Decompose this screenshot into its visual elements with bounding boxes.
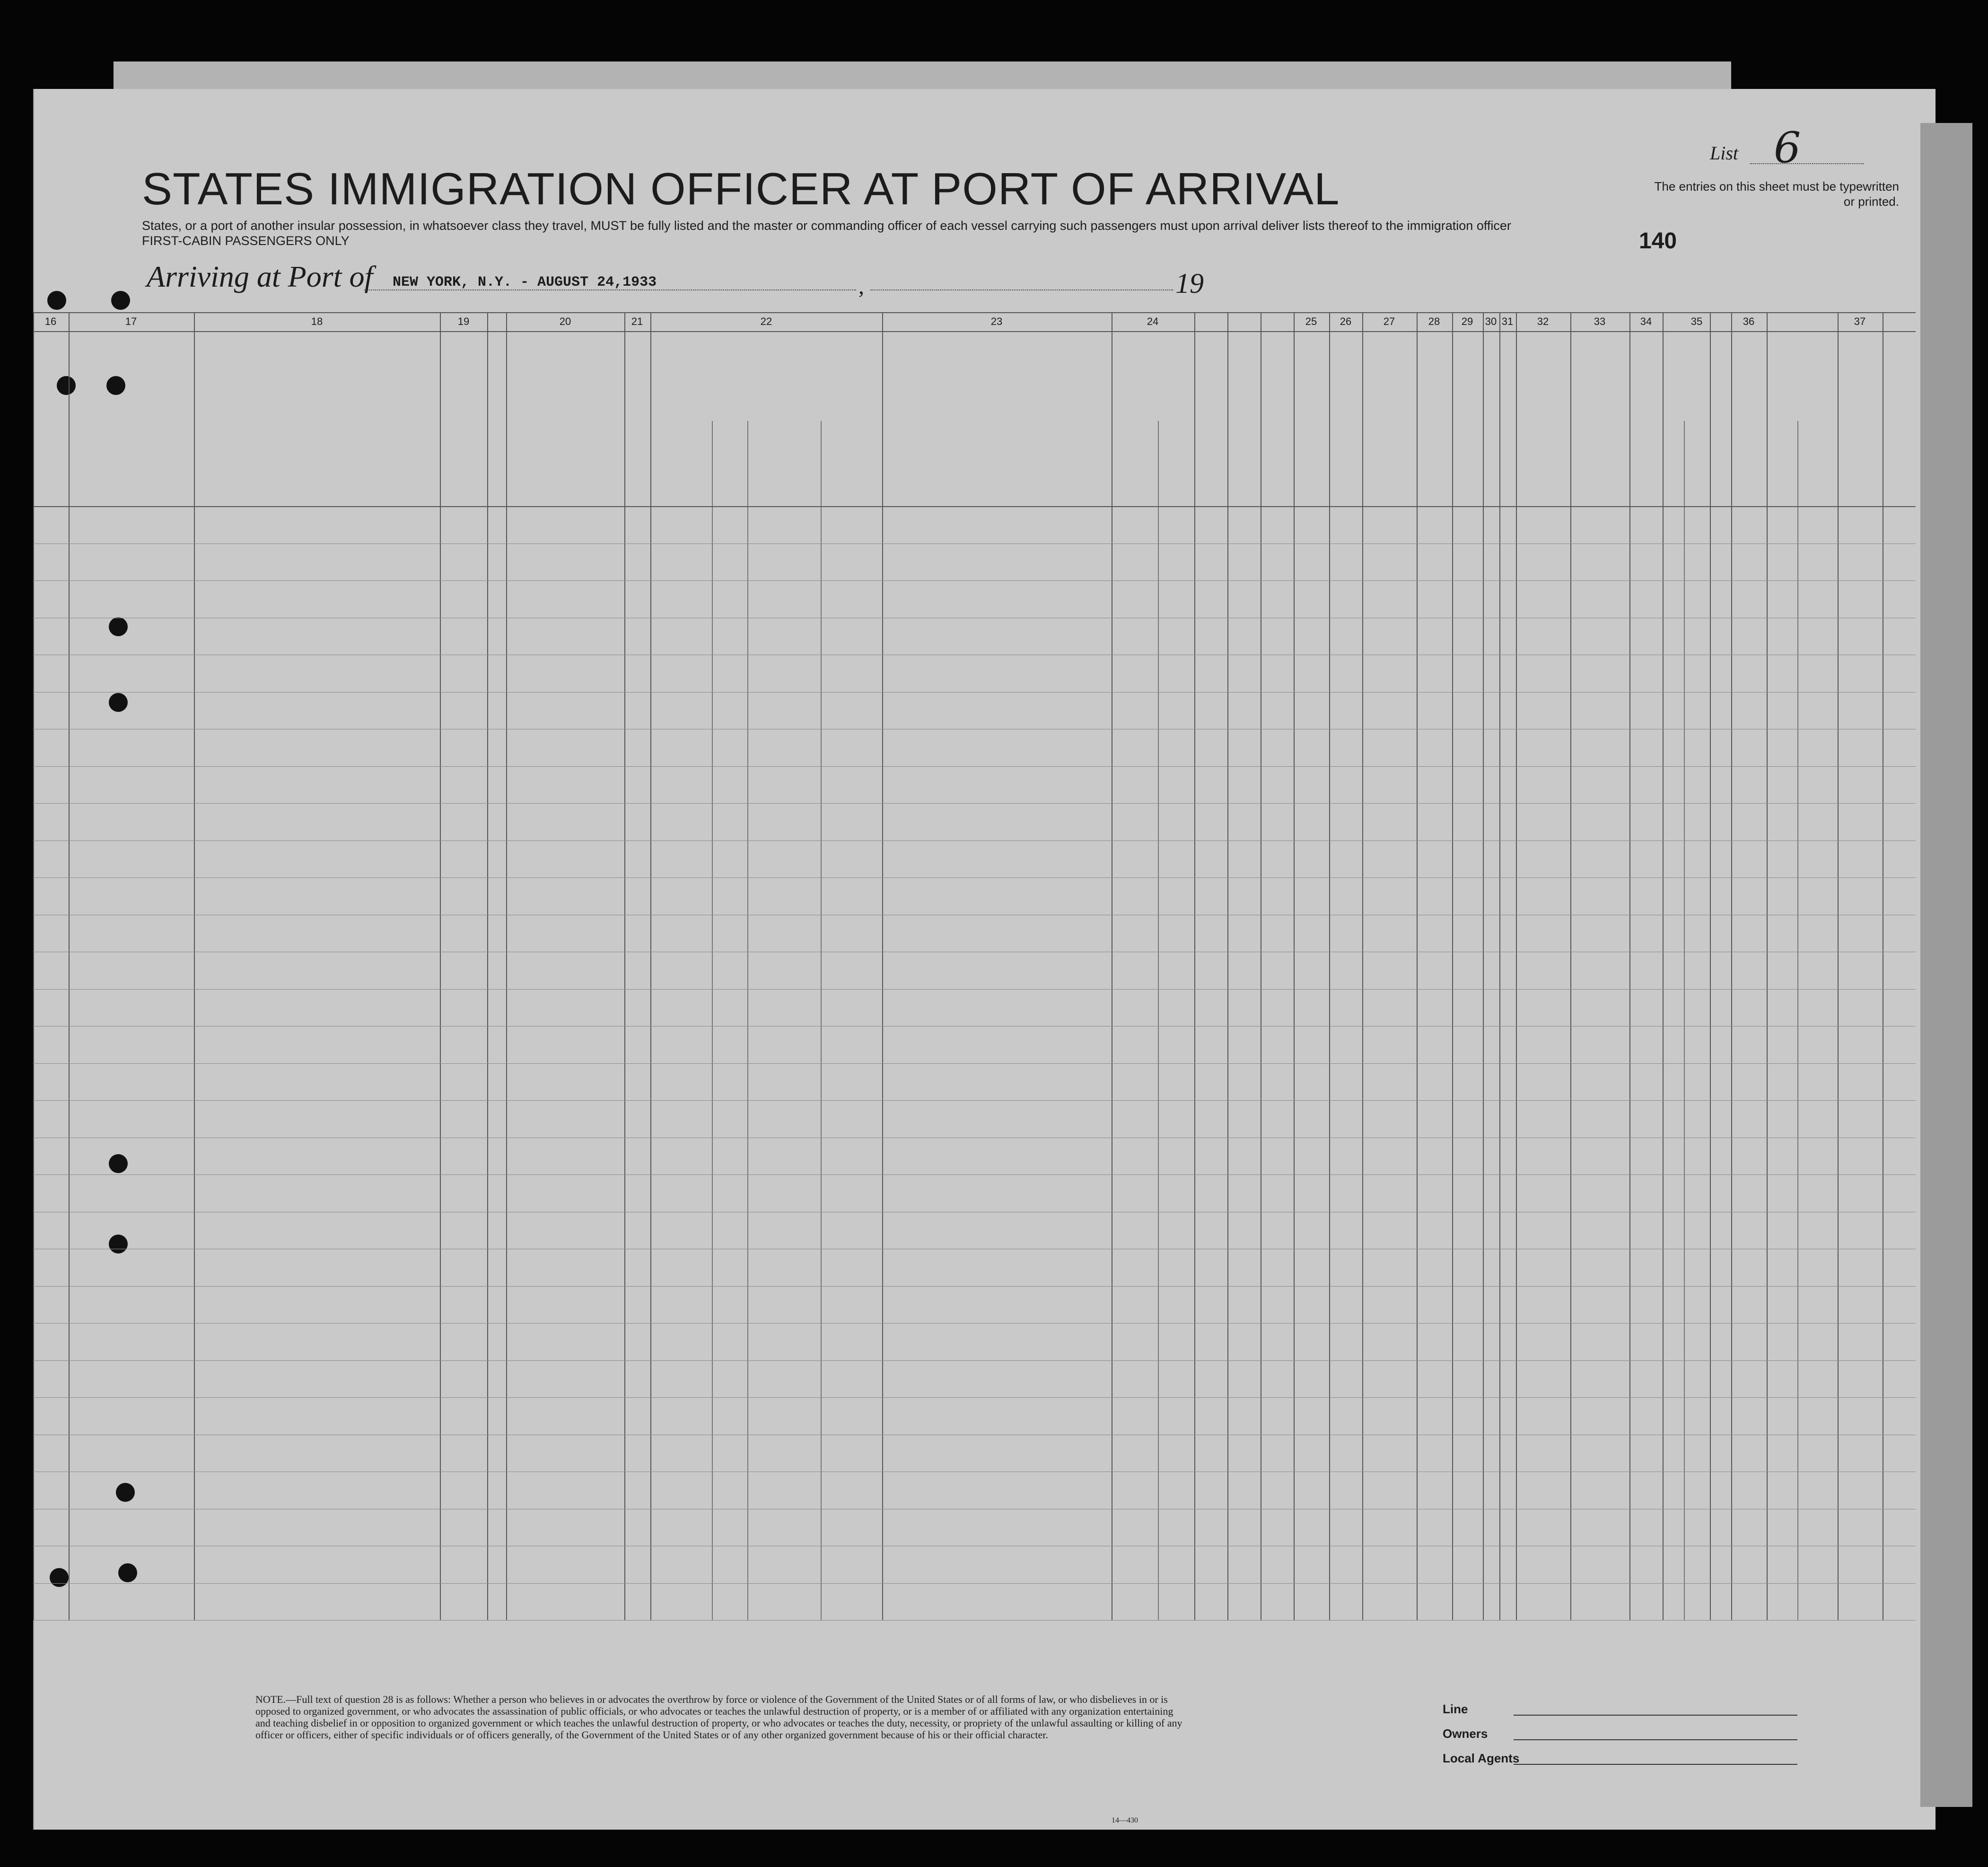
column-rule (440, 312, 441, 1620)
row-rule (33, 989, 1916, 990)
column-number: 27 (1383, 316, 1395, 327)
arriving-label: Arriving at Port of (147, 260, 373, 293)
column-number: 16 (44, 316, 57, 327)
column-rule (1329, 312, 1330, 1620)
binder-hole (47, 291, 66, 310)
column-number: 21 (631, 316, 643, 327)
binder-hole (111, 291, 130, 310)
column-rule (1516, 312, 1517, 1620)
column-rule (1158, 421, 1159, 1620)
header-rule (33, 331, 1916, 332)
column-rule (69, 312, 70, 1620)
page-edge (1920, 123, 1972, 1807)
column-rule (1194, 312, 1195, 1620)
column-rule (194, 312, 195, 1620)
row-rule (33, 1620, 1916, 1621)
class-line: FIRST-CABIN PASSENGERS ONLY (142, 234, 350, 248)
column-rule (1767, 312, 1768, 1620)
column-number: 22 (760, 316, 772, 327)
column-rule (1710, 312, 1711, 1620)
column-rule (1362, 312, 1363, 1620)
column-rule (506, 312, 507, 1620)
port-value: NEW YORK, N.Y. - AUGUST 24,1933 (393, 274, 657, 290)
column-rule (712, 421, 713, 1620)
column-number: 37 (1854, 316, 1866, 327)
row-rule (33, 543, 1916, 544)
column-number: 36 (1743, 316, 1755, 327)
column-number: 17 (125, 316, 137, 327)
line-label: Line (1443, 1702, 1468, 1716)
column-number: 34 (1640, 316, 1652, 327)
row-rule (33, 1063, 1916, 1064)
column-number: 19 (457, 316, 470, 327)
owners-label: Owners (1443, 1727, 1488, 1741)
form-number: 14—430 (1112, 1816, 1138, 1824)
column-rule (882, 312, 883, 1620)
column-number: 25 (1305, 316, 1317, 327)
column-rule (1499, 312, 1500, 1620)
column-rule (624, 312, 625, 1620)
column-number: 20 (559, 316, 571, 327)
row-rule (33, 1323, 1916, 1324)
column-number: 30 (1485, 316, 1497, 327)
column-rule (1417, 312, 1418, 1620)
row-rule (33, 1360, 1916, 1361)
header-rule (33, 312, 1916, 313)
column-rule (1838, 312, 1839, 1620)
row-rule (33, 803, 1916, 804)
column-rule (1663, 312, 1664, 1620)
column-number: 23 (990, 316, 1003, 327)
header-rule (33, 506, 1916, 507)
column-number: 31 (1501, 316, 1514, 327)
row-rule (33, 1100, 1916, 1101)
column-rule (33, 312, 34, 1620)
instructions: The entries on this sheet must be typewritten or printed. (1654, 179, 1899, 209)
column-number: 26 (1340, 316, 1352, 327)
column-number: 18 (311, 316, 323, 327)
column-number: 28 (1428, 316, 1440, 327)
row-rule (33, 1583, 1916, 1584)
page-title: STATES IMMIGRATION OFFICER AT PORT OF ARRIVAL (142, 164, 1340, 214)
page-subtitle: States, or a port of another insular possession, in whatsoever class they travel, MUST be fully listed and the master or commanding officer of each vessel carrying such passengers must upon arrival deliver lists thereof to the immigration officer (142, 219, 1511, 233)
column-rule (1227, 312, 1228, 1620)
footnote: NOTE.—Full text of question 28 is as follows: Whether a person who believes in or advocates the overthrow by force or violence of the Government of the United States or of all forms of law, or who disbelieves in or is opposed to organized government, or who advocates the assassination of public officials, or who advocates or teaches the unlawful destruction of property, or is a member of or affiliated with any organization entertaining and teaching disbelief in or opposition to organized government or which teaches the unlawful destruction of property, or who advocates or teaches the duty, necessity, or propriety of the unlawful assaulting or killing of any officer or officers, either of specific individuals or of officers generally, of the Government of the United States or of any other organized government because of his or their official character. (255, 1693, 1182, 1741)
list-number: 6 (1774, 123, 1801, 173)
column-rule (821, 421, 822, 1620)
column-number: 29 (1461, 316, 1473, 327)
row-rule (33, 1286, 1916, 1287)
column-rule (650, 312, 651, 1620)
row-rule (33, 766, 1916, 767)
column-rule (1797, 421, 1798, 1620)
column-number: 33 (1594, 316, 1606, 327)
column-rule (1483, 312, 1484, 1620)
list-label: List (1710, 142, 1739, 164)
row-rule (33, 580, 1916, 581)
row-rule (33, 877, 1916, 878)
column-number: 35 (1690, 316, 1703, 327)
column-rule (487, 312, 488, 1620)
column-rule (1570, 312, 1571, 1620)
year-prefix: 19 (1175, 268, 1204, 299)
column-rule (1452, 312, 1453, 1620)
column-rule (1684, 421, 1685, 1620)
page-number: 140 (1639, 228, 1677, 254)
column-rule (1629, 312, 1630, 1620)
column-number: 24 (1147, 316, 1159, 327)
column-rule (747, 421, 748, 1620)
column-rule (1294, 312, 1295, 1620)
agents-label: Local Agents (1443, 1751, 1520, 1765)
manifest-table (33, 312, 1925, 1645)
column-rule (1731, 312, 1732, 1620)
row-rule (33, 1397, 1916, 1398)
column-number: 32 (1537, 316, 1549, 327)
